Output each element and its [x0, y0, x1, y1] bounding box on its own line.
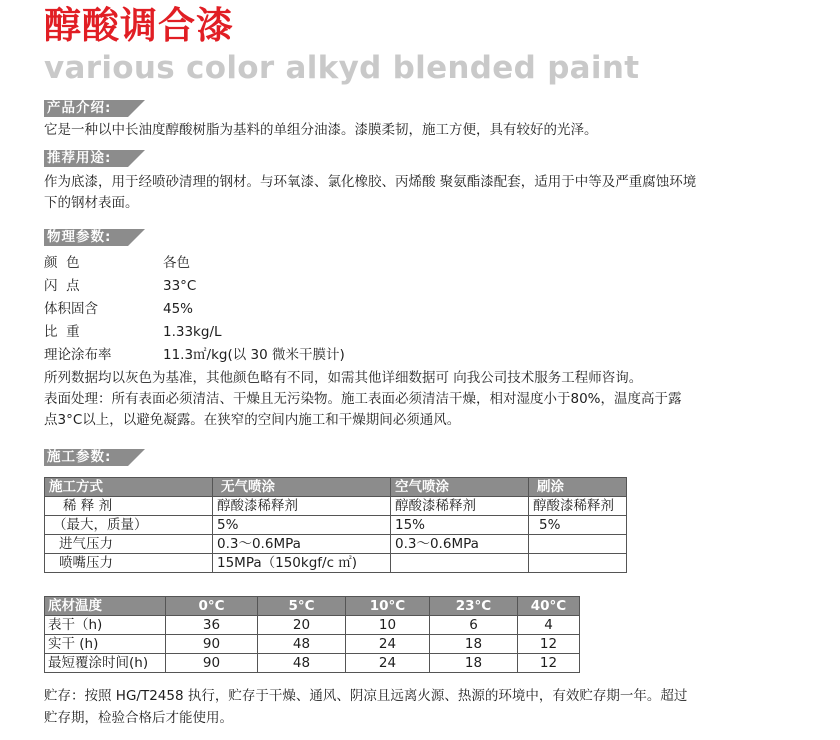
table-cell: 6 — [430, 616, 518, 635]
table-cell: 5% — [529, 516, 627, 535]
table-cell: 最短覆涂时间(h) — [45, 654, 166, 673]
table-cell: 90 — [166, 654, 258, 673]
storage-text-line2: 贮存期，检验合格后才能使用。 — [44, 710, 233, 726]
prop-color-value: 各色 — [163, 255, 190, 271]
table-cell: 醇酸漆稀释剂 — [213, 497, 391, 516]
table-cell: 15MPa（150kgf/c ㎡) — [213, 554, 391, 573]
prop-flash-value: 33°C — [163, 278, 197, 294]
table-cell: 20 — [258, 616, 346, 635]
table-cell: 18 — [430, 654, 518, 673]
section-header-usage-label: 推荐用途: — [47, 150, 112, 166]
table-cell — [529, 554, 627, 573]
table-cell: 表干（h) — [45, 616, 166, 635]
table-cell — [391, 554, 529, 573]
prop-flash-label: 闪 点 — [44, 278, 80, 294]
storage-text-line1: 贮存：按照 HG/T2458 执行，贮存于干燥、通风、阴凉且远离火源、热源的环境中，有效贮存期一年。超过 — [44, 688, 688, 704]
table-cell: 15% — [391, 516, 529, 535]
prop-solids-label: 体积固含 — [44, 301, 98, 317]
table-cell: 12 — [518, 654, 580, 673]
table-row — [45, 654, 580, 673]
section-header-application-label: 施工参数: — [47, 449, 112, 465]
table-cell: 进气压力 — [45, 535, 213, 554]
table-header-cell: 0°C — [166, 597, 258, 616]
table-header-cell: 5°C — [258, 597, 346, 616]
intro-text: 它是一种以中长油度醇酸树脂为基料的单组分油漆。漆膜柔韧，施工方便，具有较好的光泽。 — [44, 122, 598, 138]
table-cell: 48 — [258, 654, 346, 673]
table-row — [45, 516, 627, 535]
product-title-english: various color alkyd blended paint — [44, 50, 640, 86]
table-header-cell: 40°C — [518, 597, 580, 616]
table-header-cell: 23°C — [430, 597, 518, 616]
surface-prep-line2: 点3°C以上，以避免凝露。在狭窄的空间内施工和干燥期间必须通风。 — [44, 412, 461, 428]
table-cell: 48 — [258, 635, 346, 654]
table-header-row — [45, 478, 627, 497]
prop-density-value: 1.33kg/L — [163, 324, 222, 340]
table-cell: 90 — [166, 635, 258, 654]
table-cell: 醇酸漆稀释剂 — [529, 497, 627, 516]
table-header-cell: 刷涂 — [529, 478, 627, 497]
table-header-cell: 施工方式 — [45, 478, 213, 497]
table-header-cell: 底材温度 — [45, 597, 166, 616]
section-header-physical-label: 物理参数: — [47, 229, 112, 245]
table-cell — [529, 535, 627, 554]
table-header-row — [45, 597, 580, 616]
table-cell: 36 — [166, 616, 258, 635]
prop-coverage-value: 11.3㎡/kg(以 30 微米干膜计) — [163, 347, 345, 363]
table-cell: 10 — [346, 616, 430, 635]
table-cell: 12 — [518, 635, 580, 654]
table-row — [45, 635, 580, 654]
table-cell: 24 — [346, 654, 430, 673]
table-row — [45, 616, 580, 635]
table-row — [45, 554, 627, 573]
table-cell: 18 — [430, 635, 518, 654]
drying-time-table — [44, 596, 580, 673]
prop-color-label: 颜 色 — [44, 255, 80, 271]
table-header-cell: 无气喷涂 — [213, 478, 391, 497]
section-header-intro-label: 产品介绍: — [47, 100, 112, 116]
table-cell: （最大，质量） — [45, 516, 213, 535]
table-cell: 5% — [213, 516, 391, 535]
prop-density-label: 比 重 — [44, 324, 80, 340]
table-row — [45, 535, 627, 554]
physical-note: 所列数据均以灰色为基准，其他颜色略有不同，如需其他详细数据可 向我公司技术服务工程师咨询。 — [44, 370, 643, 386]
table-cell: 醇酸漆稀释剂 — [391, 497, 529, 516]
usage-text-line2: 下的钢材表面。 — [44, 195, 139, 211]
table-cell: 4 — [518, 616, 580, 635]
product-title: 醇酸调合漆 — [44, 4, 234, 47]
table-cell: 喷嘴压力 — [45, 554, 213, 573]
surface-prep-line1: 表面处理：所有表面必须清洁、干燥且无污染物。施工表面必须清洁干燥，相对湿度小于80%，温度高于露 — [44, 391, 682, 407]
table-cell: 实干 (h) — [45, 635, 166, 654]
table-cell: 稀 释 剂 — [45, 497, 213, 516]
prop-coverage-label: 理论涂布率 — [44, 347, 112, 363]
table-row — [45, 497, 627, 516]
prop-solids-value: 45% — [163, 301, 194, 317]
application-method-table — [44, 477, 627, 573]
table-cell: 0.3～0.6MPa — [391, 535, 529, 554]
table-header-cell: 10°C — [346, 597, 430, 616]
table-cell: 24 — [346, 635, 430, 654]
usage-text-line1: 作为底漆，用于经喷砂清理的钢材。与环氧漆、氯化橡胶、丙烯酸 聚氨酯漆配套，适用于中等及严重腐蚀环境 — [44, 174, 697, 190]
table-header-cell: 空气喷涂 — [391, 478, 529, 497]
table-cell: 0.3～0.6MPa — [213, 535, 391, 554]
